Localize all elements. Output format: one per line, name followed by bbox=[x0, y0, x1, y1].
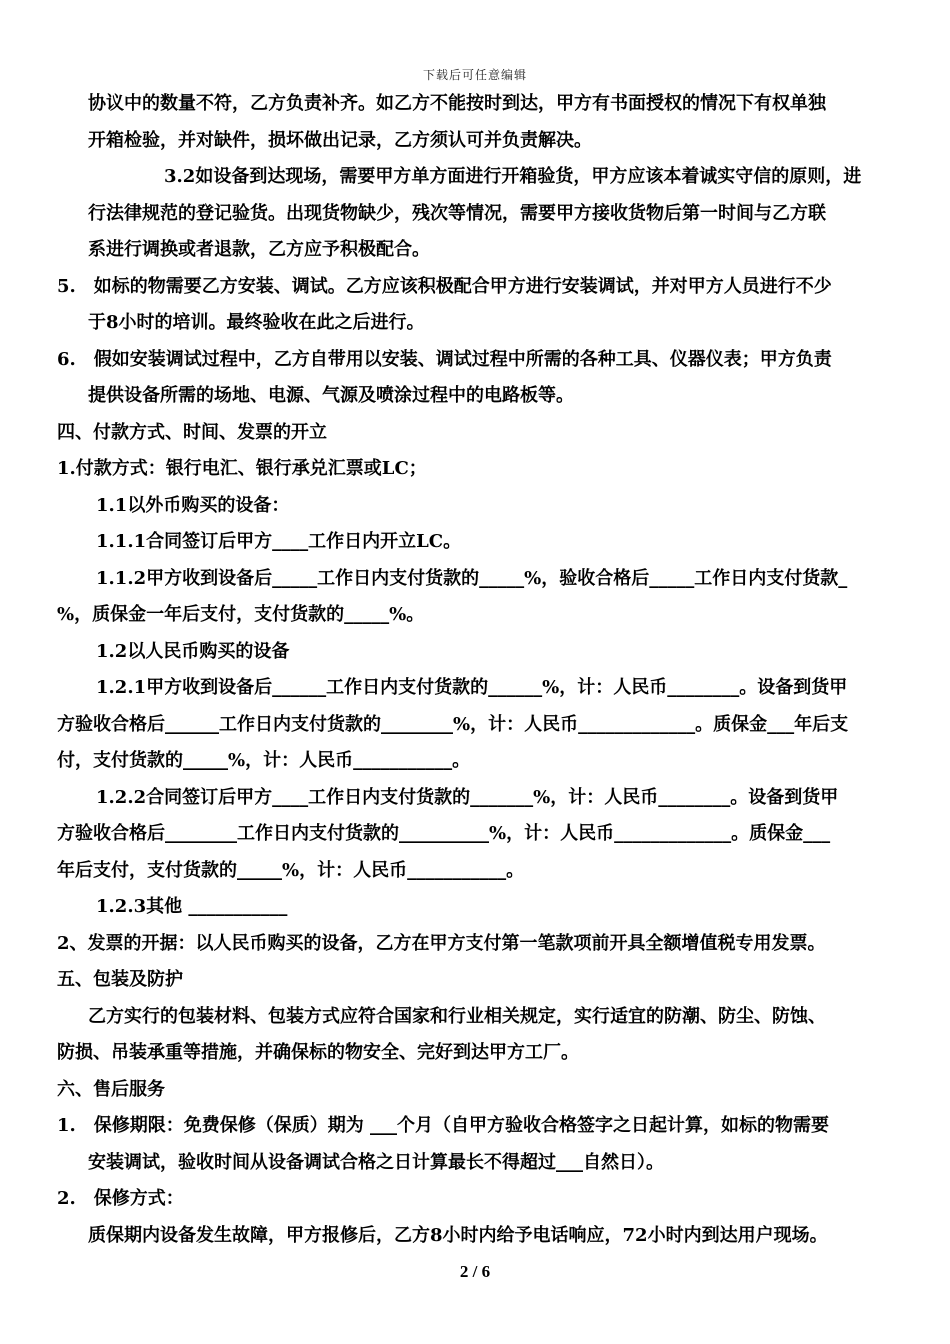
text-line: 提供设备所需的场地、电源、气源及喷涂过程中的电路板等。 bbox=[88, 385, 574, 406]
text-line: 1.2.3其他 ___________ bbox=[96, 896, 288, 917]
text-line: 方验收合格后________工作日内支付货款的__________%，计：人民币_____________。质保金___ bbox=[57, 823, 831, 844]
text-line: 系进行调换或者退款，乙方应予积极配合。 bbox=[88, 239, 430, 260]
text-line: 1.1.2甲方收到设备后_____工作日内支付货款的_____%，验收合格后_____工作日内支付货款_ bbox=[96, 567, 848, 589]
document-body bbox=[57, 86, 893, 1254]
text-line: 1. 保修期限：免费保修（保质）期为 ___个月（自甲方验收合格签字之日起计算，如标的物需要 bbox=[57, 1115, 830, 1136]
text-line: 防损、吊装承重等措施，并确保标的物安全、完好到达甲方工厂。 bbox=[57, 1042, 579, 1063]
page-header: 下载后可任意编辑 bbox=[422, 68, 527, 82]
text-line: 1.2.2合同签订后甲方____工作日内支付货款的_______%，计：人民币________。设备到货甲 bbox=[96, 786, 839, 808]
text-line: 付，支付货款的_____%，计：人民币___________。 bbox=[57, 750, 471, 771]
text-line: 方验收合格后______工作日内支付货款的________%，计：人民币_____________。质保金___年后支 bbox=[57, 713, 849, 735]
text-line: 质保期内设备发生故障，甲方报修后，乙方8小时内给予电话响应，72小时内到达用户现场。 bbox=[88, 1224, 828, 1246]
text-line: 乙方实行的包装材料、包装方式应符合国家和行业相关规定，实行适宜的防潮、防尘、防蚀、 bbox=[88, 1005, 826, 1027]
text-line: 1.1以外币购买的设备： bbox=[96, 494, 290, 516]
text-line: 六、售后服务 bbox=[57, 1078, 165, 1100]
text-line: 五、包装及防护 bbox=[57, 969, 183, 990]
text-line: 于8小时的培训。最终验收在此之后进行。 bbox=[88, 312, 425, 333]
text-line: 四、付款方式、时间、发票的开立 bbox=[57, 421, 327, 443]
text-line: 5. 如标的物需要乙方安装、调试。乙方应该积极配合甲方进行安装调试，并对甲方人员进行不少 bbox=[57, 275, 832, 297]
text-line: 开箱检验，并对缺件，损坏做出记录，乙方须认可并负责解决。 bbox=[88, 129, 592, 151]
text-line: 行法律规范的登记验货。出现货物缺少，残次等情况，需要甲方接收货物后第一时间与乙方联 bbox=[88, 202, 826, 224]
text-line: 3.2如设备到达现场，需要甲方单方面进行开箱验货，甲方应该本着诚实守信的原则，进 bbox=[164, 166, 862, 187]
text-line: 2. 保修方式： bbox=[57, 1188, 184, 1209]
text-line: %，质保金一年后支付，支付货款的_____%。 bbox=[57, 604, 425, 625]
text-line: 1.2.1甲方收到设备后______工作日内支付货款的______%，计：人民币________。设备到货甲 bbox=[96, 677, 848, 698]
text-line: 1.1.1合同签订后甲方____工作日内开立LC。 bbox=[96, 531, 462, 552]
text-line: 6. 假如安装调试过程中，乙方自带用以安装、调试过程中所需的各种工具、仪器仪表；甲方负责 bbox=[57, 348, 832, 370]
page-number: 2 / 6 bbox=[459, 1262, 491, 1281]
text-line: 2、发票的开据：以人民币购买的设备，乙方在甲方支付第一笔款项前开具全额增值税专用发票。 bbox=[57, 932, 826, 954]
text-line: 1.付款方式：银行电汇、银行承兑汇票或LC； bbox=[57, 458, 427, 479]
text-line: 1.2以人民币购买的设备 bbox=[96, 640, 290, 662]
text-line: 协议中的数量不符，乙方负责补齐。如乙方不能按时到达，甲方有书面授权的情况下有权单独 bbox=[88, 93, 826, 114]
text-line: 年后支付，支付货款的_____%，计：人民币___________。 bbox=[57, 859, 525, 881]
text-line: 安装调试，验收时间从设备调试合格之日计算最长不得超过___自然日）。 bbox=[88, 1151, 664, 1173]
